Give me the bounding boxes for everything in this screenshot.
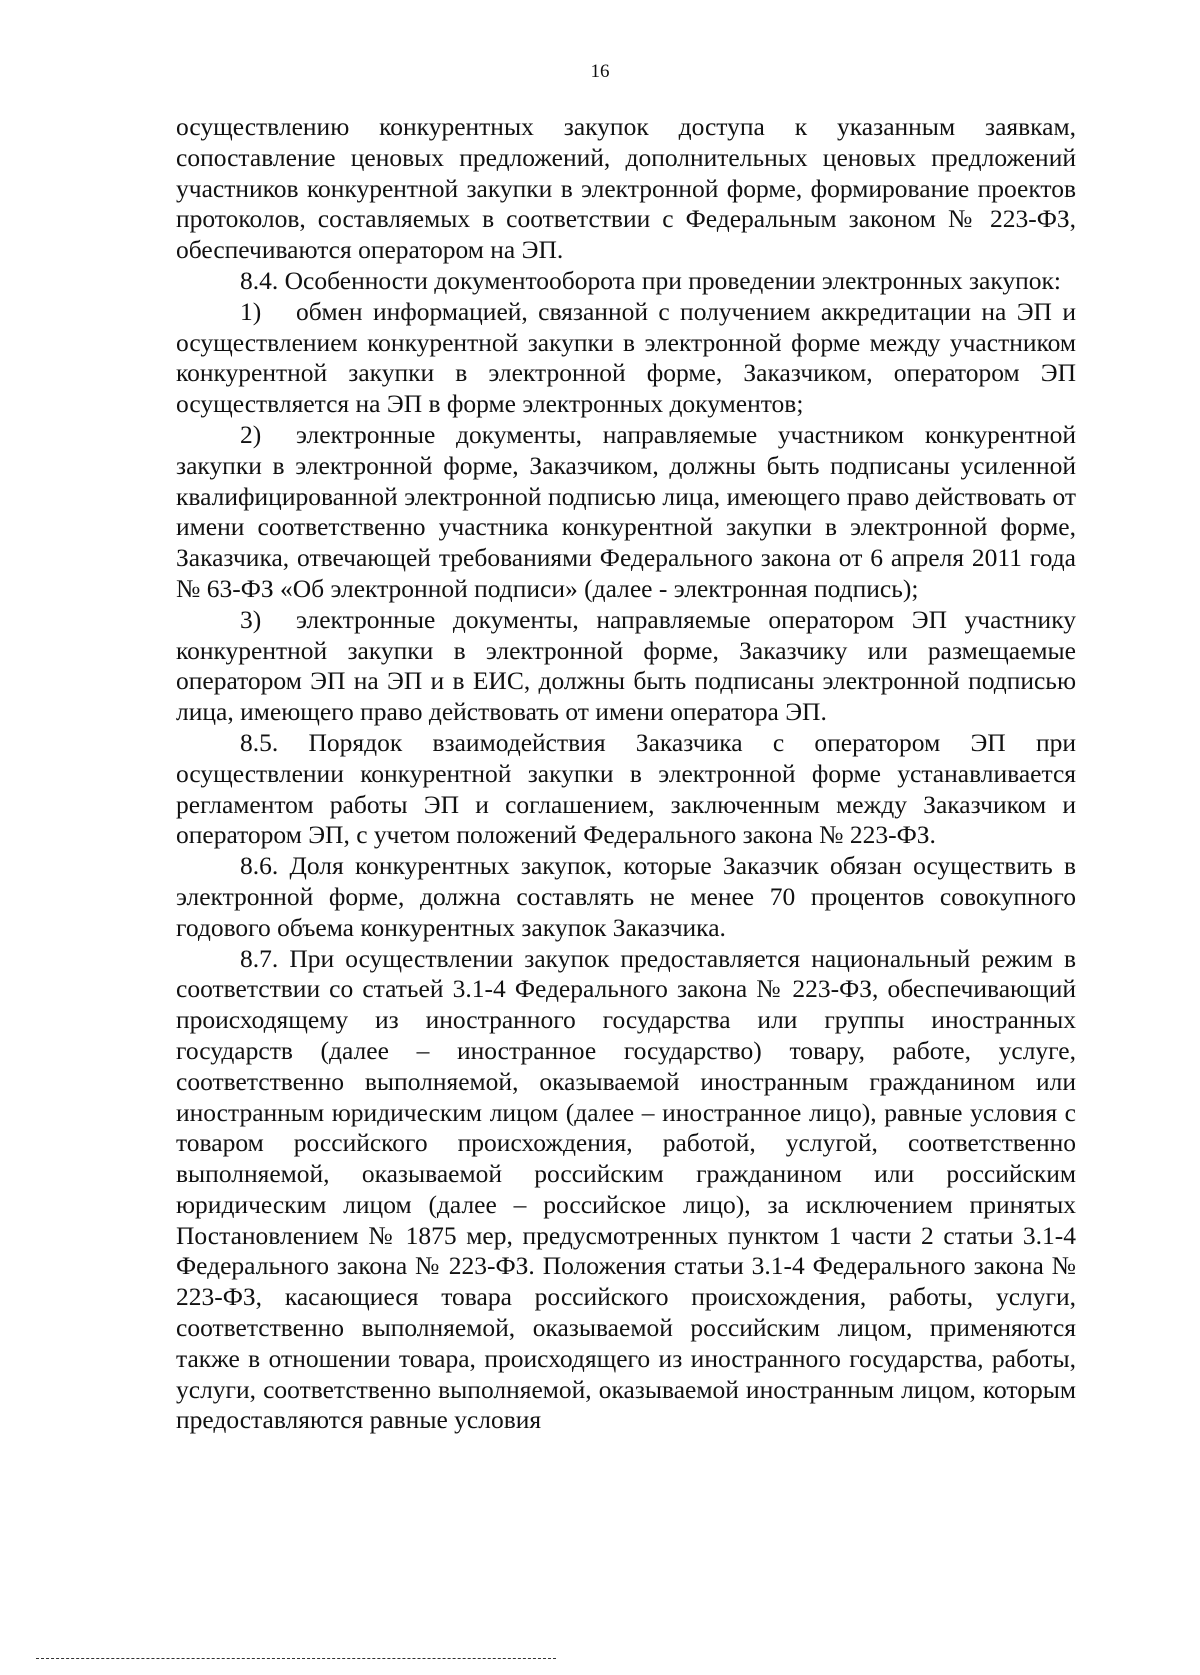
list-item-text: обмен информацией, связанной с получением аккредитации на ЭП и осуществлением конкурентной закупки в электронной форме между участником конкурентной закупки в электронной форме, Заказчиком, оператором ЭП осуществляется на ЭП в форме электронных документов; <box>176 296 1076 419</box>
list-item-number: 3) <box>240 604 262 634</box>
page-number: 16 <box>590 61 610 82</box>
paragraph-8-4: 8.4. Особенности документооборота при проведении электронных закупок: <box>240 265 1062 295</box>
list-item-2 <box>176 420 1076 605</box>
paragraph-8-7: 8.7. При осуществлении закупок предоставляется национальный режим в соответствии со статьей 3.1-4 Федерального закона № 223-ФЗ, обеспечивающий происходящему из иностранного государства или группы иностранных государств (далее – иностранное государство) товару, работе, услуге, соответственно выполняемой, оказываемой иностранным гражданином или иностранным юридическим лицом (далее – иностранное лицо), равные условия с товаром российского происхождения, работой, услугой, соответственно выполняемой, оказываемой российским гражданином или российским юридическим лицом (далее – российское лицо), за исключением принятых Постановлением № 1875 мер, предусмотренных пунктом 1 части 2 статьи 3.1-4 Федерального закона № 223-ФЗ. Положения статьи 3.1-4 Федерального закона № 223-ФЗ, касающиеся товара российского происхождения, работы, услуги, соответственно выполняемой, оказываемой российским лицом, применяются также в отношении товара, происходящего из иностранного государства, работы, услуги, соответственно выполняемой, оказываемой иностранным лицом, которым предоставляются равные условия <box>176 943 1076 1435</box>
list-item-number: 2) <box>240 419 262 449</box>
list-item-1 <box>176 297 1076 420</box>
document-body <box>176 112 1076 1436</box>
list-item-3 <box>176 605 1076 728</box>
paragraph-continuation: осуществлению конкурентных закупок доступа к указанным заявкам, сопоставление ценовых предложений, дополнительных ценовых предложений участников конкурентной закупки в электронной форме, формирование проектов протоколов, составляемых в соответствии с Федеральным законом № 223-ФЗ, обеспечиваются оператором на ЭП. <box>176 112 1076 265</box>
list-item-text: электронные документы, направляемые участником конкурентной закупки в электронной форме, Заказчиком, должны быть подписаны усиленной квалифицированной электронной подписью лица, имеющего право действовать от имени соответственно участника конкурентной закупки в электронной форме, Заказчика, отвечающей требованиями Федерального закона от 6 апреля 2011 года № 63-ФЗ «Об электронной подписи» (далее - электронная подпись); <box>176 419 1076 603</box>
list-item-text: электронные документы, направляемые оператором ЭП участнику конкурентной закупки в электронной форме, Заказчику или размещаемые оператором ЭП на ЭП и в ЕИС, должны быть подписаны электронной подписью лица, имеющего право действовать от имени оператора ЭП. <box>176 604 1076 727</box>
footnote-divider <box>36 1658 556 1659</box>
paragraph-8-6: 8.6. Доля конкурентных закупок, которые Заказчик обязан осуществить в электронной форме, должна составлять не менее 70 процентов совокупного годового объема конкурентных закупок Заказчика. <box>176 851 1076 942</box>
paragraph-8-5: 8.5. Порядок взаимодействия Заказчика с оператором ЭП при осуществлении конкурентной закупки в электронной форме устанавливается регламентом работы ЭП и соглашением, заключенным между Заказчиком и оператором ЭП, с учетом положений Федерального закона № 223-ФЗ. <box>176 727 1076 850</box>
list-item-number: 1) <box>240 296 262 326</box>
